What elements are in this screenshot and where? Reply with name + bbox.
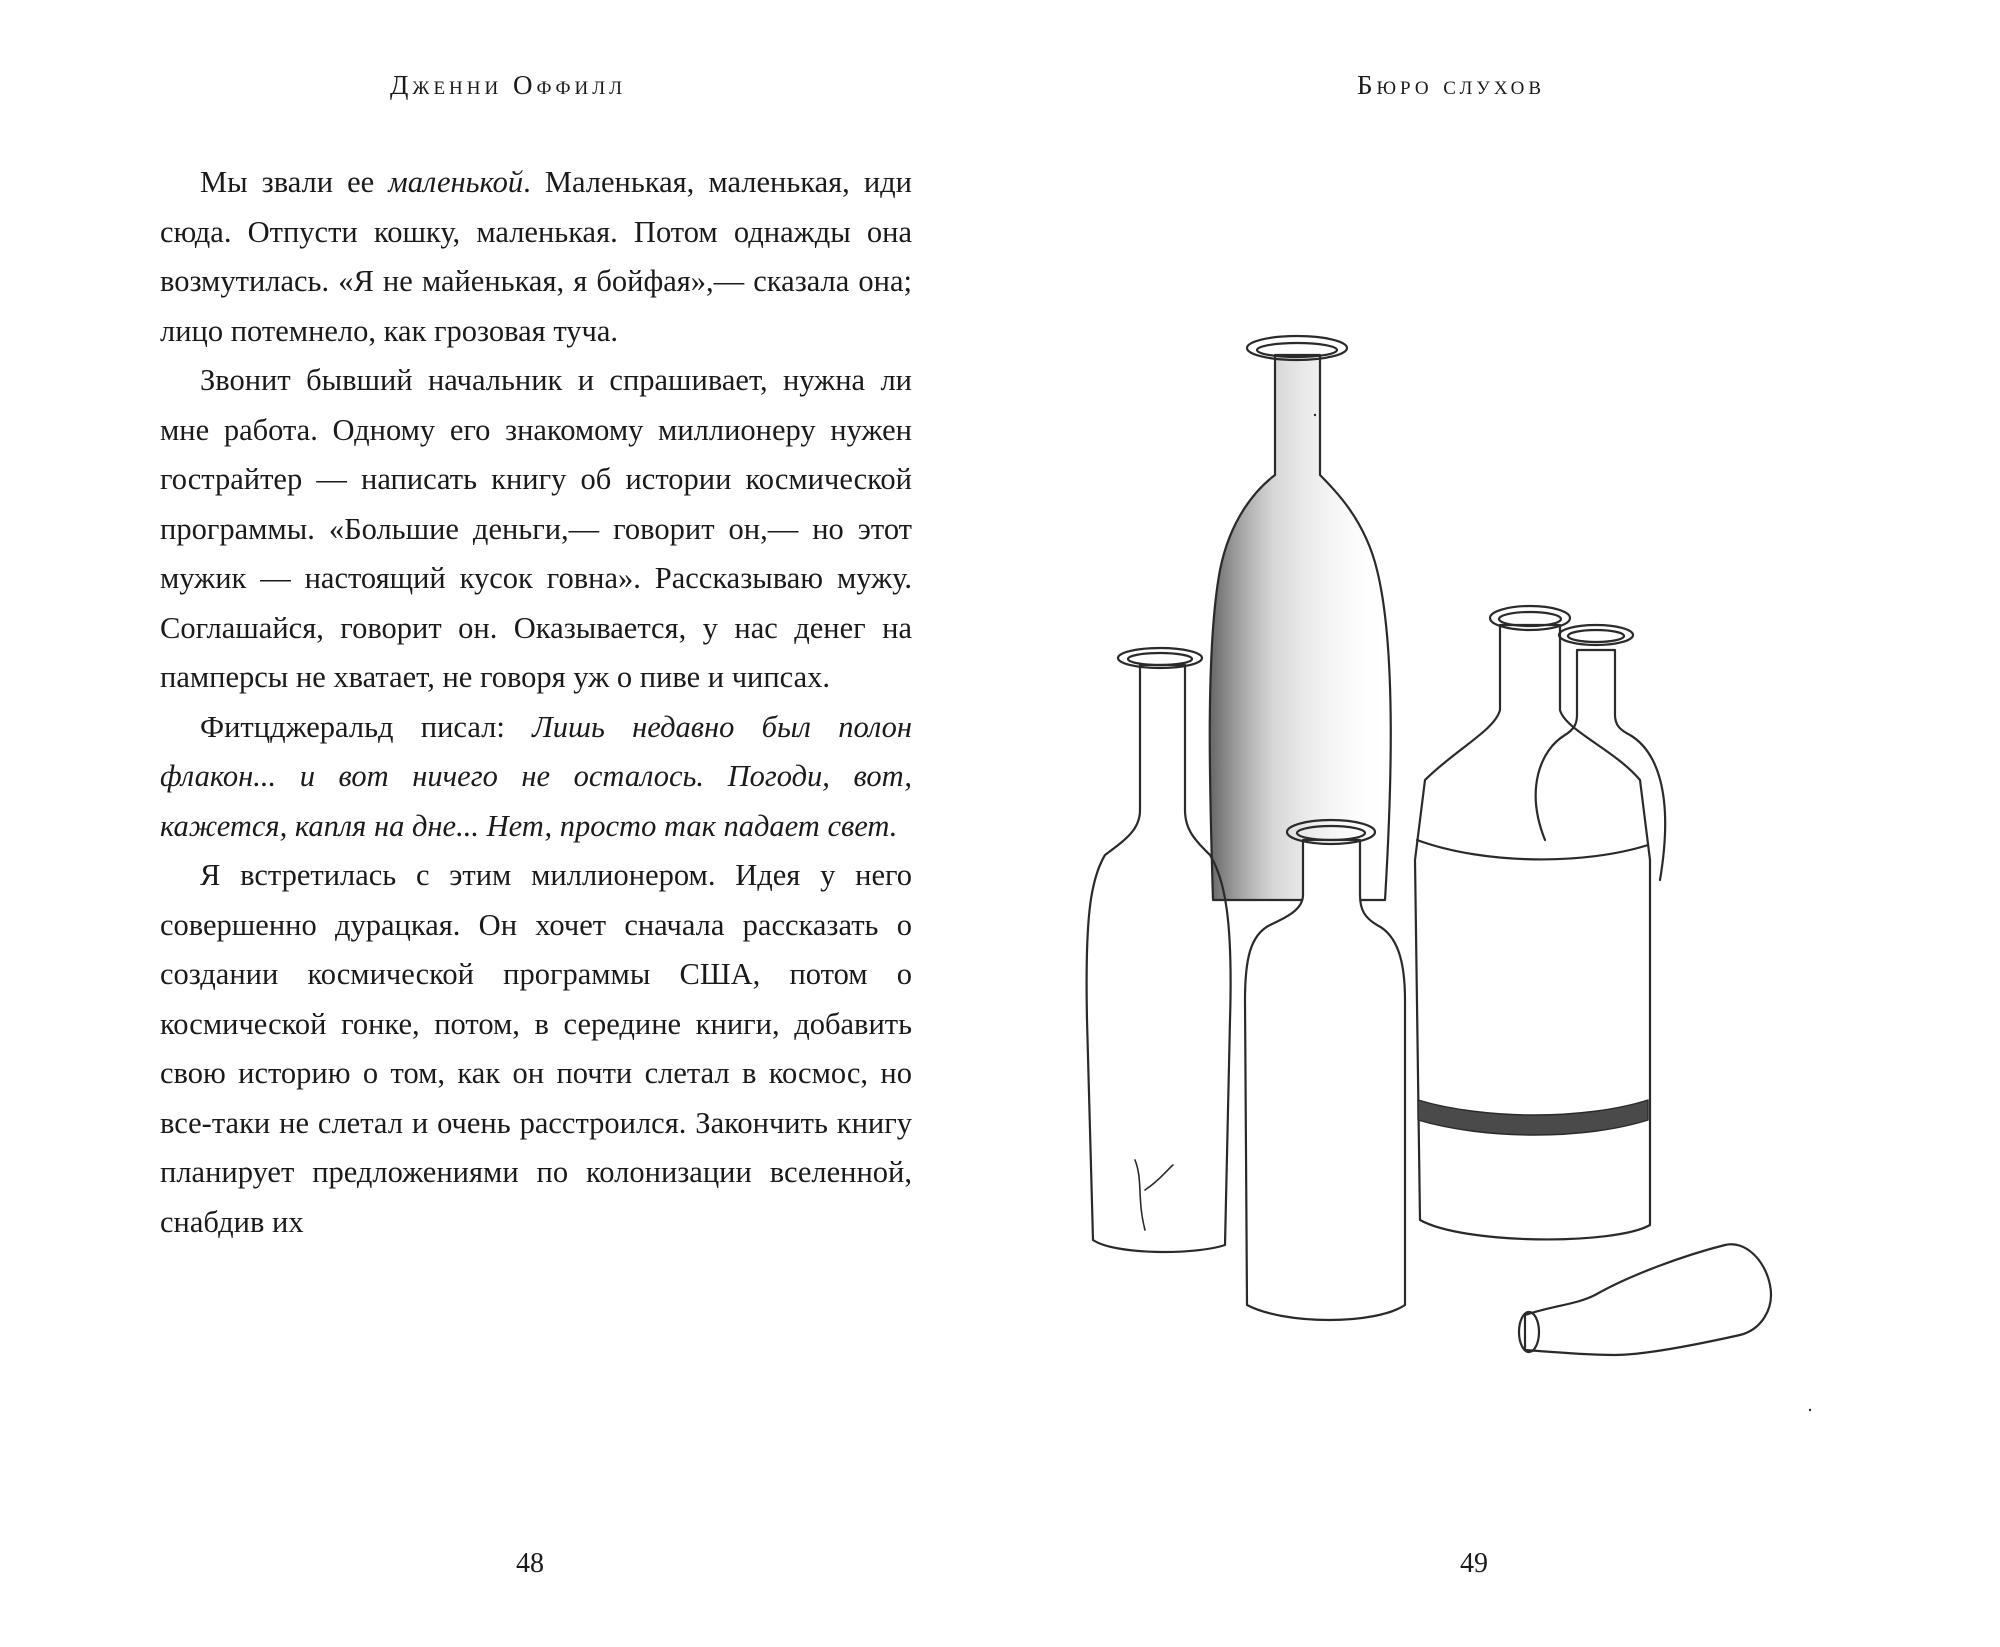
lying-bottle (1519, 1244, 1771, 1355)
text-segment-italic: Лишь недавно был полон флакон... и вот ничего не осталось. Погоди, вот, кажется, капля на дне... Нет, просто так падает свет. (160, 709, 912, 843)
text-segment: Звонит бывший начальник и спрашивает, нужна ли мне работа. Одному его знакомому миллионеру нужен гострайтер — написать книгу об истории космической программы. «Большие деньги,— говорит он,— но этот мужик — настоящий кусок говна». Рассказываю мужу. Соглашайся, говорит он. Оказывается, у нас денег на памперсы не хватает, не говоря уж о пиве и чипсах. (160, 363, 912, 694)
running-head-author: Дженни Оффилл (390, 70, 626, 100)
paragraph (160, 851, 912, 1247)
text-segment: . Маленькая, маленькая, иди сюда. Отпусти кошку, маленькая. Потом однажды она возмутилась. «Я не майенькая, я бойфая»,— сказала она; лицо потемнело, как грозовая туча. (160, 165, 912, 348)
bottles-still-life-icon (1085, 320, 1855, 1430)
text-segment: Мы звали ее (200, 165, 389, 199)
text-segment: Фитцджеральд писал: (200, 709, 533, 744)
tall-bottle (1210, 336, 1391, 900)
paragraph (160, 356, 912, 703)
text-segment-italic: маленькой (388, 165, 524, 199)
back-right-bottle (1536, 625, 1665, 880)
running-head-title: Бюро слухов (1357, 70, 1545, 100)
paragraph (160, 703, 912, 852)
page-number-left: 48 (516, 1548, 544, 1579)
page-number-right: 49 (1460, 1548, 1488, 1579)
paragraph (160, 158, 912, 356)
body-text (160, 158, 912, 1247)
text-segment: Я встретилась с этим миллионером. Идея у него совершенно дурацкая. Он хочет сначала рассказать о создании космической программы США, потом о космической гонке, потом, в середине книги, добавить свою историю о том, как он почти слетал в космос, но все-таки не слетал и очень расстроился. Закончить книгу планирует предложениями по колонизации вселенной, снабдив их (160, 858, 912, 1239)
